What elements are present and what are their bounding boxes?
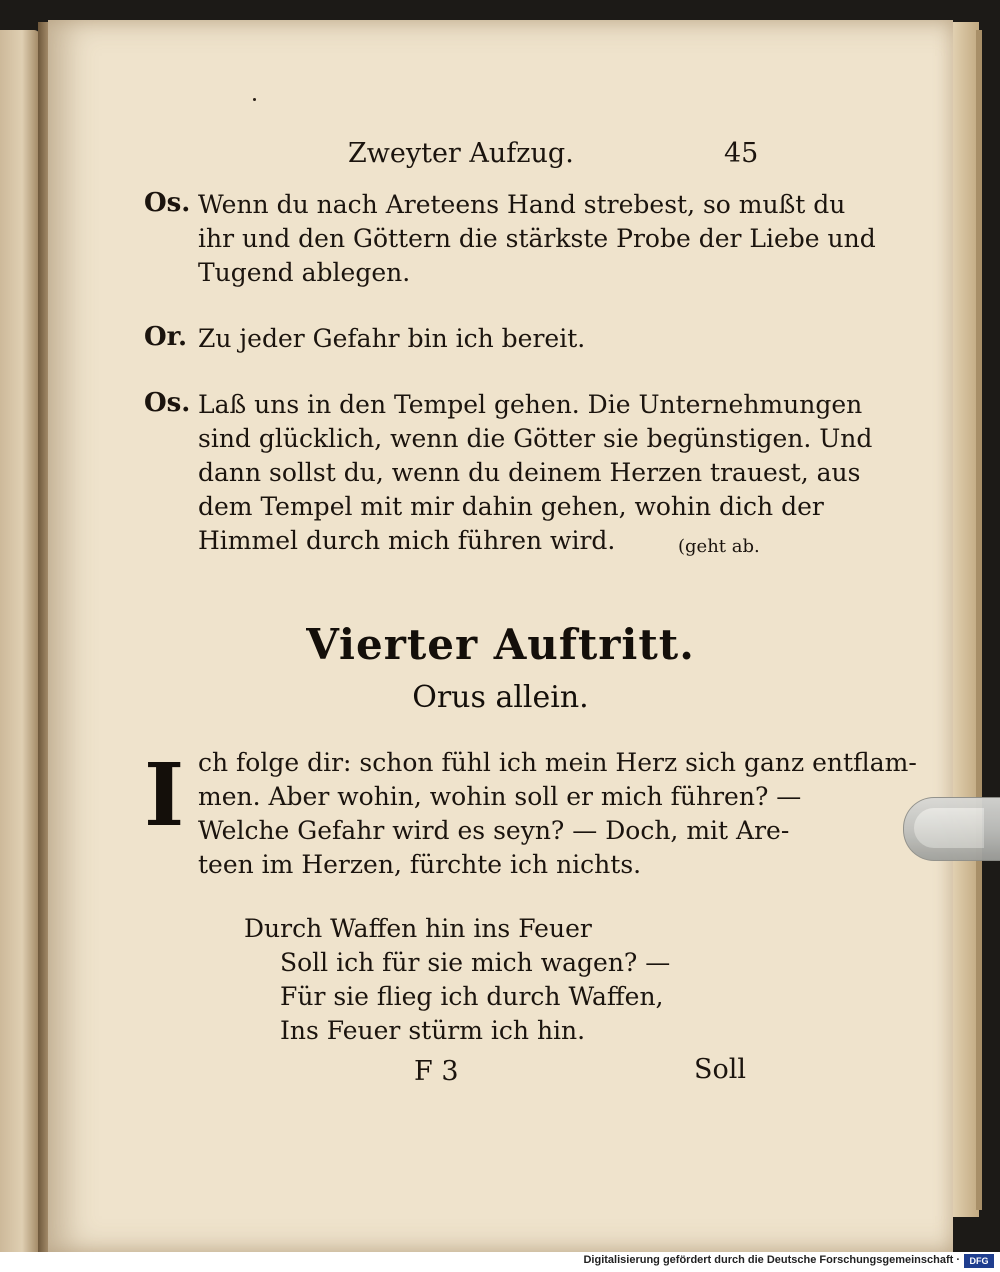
- dialogue-line: Tugend ablegen.: [198, 258, 411, 287]
- drop-cap: I: [144, 745, 185, 846]
- book-page: [48, 20, 953, 1252]
- dialogue-line: Zu jeder Gefahr bin ich bereit.: [198, 324, 586, 353]
- previous-page-edge: [0, 30, 40, 1255]
- verse-line: Soll ich für sie mich wagen? —: [280, 948, 671, 977]
- dialogue-line: sind glücklich, wenn die Götter sie begünstigen. Und: [198, 424, 873, 453]
- scene-title: Vierter Auftritt.: [306, 620, 695, 669]
- page-stack-edge: [950, 22, 979, 1217]
- speaker-label: Or.: [144, 322, 188, 352]
- dialogue-line: dann sollst du, wenn du deinem Herzen trauest, aus: [198, 458, 861, 487]
- page-clip: [903, 797, 1000, 861]
- dialogue-line: Laß uns in den Tempel gehen. Die Unternehmungen: [198, 390, 863, 419]
- monologue-line: teen im Herzen, fürchte ich nichts.: [198, 850, 642, 879]
- verse-line: Ins Feuer stürm ich hin.: [280, 1016, 586, 1045]
- clip-highlight: [914, 808, 984, 848]
- running-title: Zweyter Aufzug.: [348, 138, 574, 169]
- ink-speck: [253, 98, 256, 101]
- monologue-line: men. Aber wohin, wohin soll er mich führen? —: [198, 782, 802, 811]
- page-stack-shadow: [976, 30, 982, 1210]
- signature-mark: F 3: [414, 1056, 459, 1087]
- speaker-label: Os.: [144, 388, 191, 418]
- scene-subtitle: Orus allein.: [412, 680, 589, 715]
- stage-direction: (geht ab.: [678, 536, 760, 557]
- monologue-line: Welche Gefahr wird es seyn? — Doch, mit Are-: [198, 816, 790, 845]
- speaker-label: Os.: [144, 188, 191, 218]
- monologue-line: ch folge dir: schon fühl ich mein Herz sich ganz entflam-: [198, 748, 917, 777]
- dfg-logo: DFG: [964, 1254, 994, 1268]
- digitization-note: Digitalisierung gefördert durch die Deutsche Forschungsgemeinschaft ·: [583, 1254, 960, 1266]
- dialogue-line: Wenn du nach Areteens Hand strebest, so mußt du: [198, 190, 846, 219]
- page-number: 45: [724, 138, 759, 169]
- dialogue-line: dem Tempel mit mir dahin gehen, wohin dich der: [198, 492, 824, 521]
- dialogue-line: Himmel durch mich führen wird.: [198, 526, 616, 555]
- catchword: Soll: [694, 1054, 747, 1085]
- verse-line: Für sie flieg ich durch Waffen,: [280, 982, 664, 1011]
- dialogue-line: ihr und den Göttern die stärkste Probe der Liebe und: [198, 224, 876, 253]
- verse-line: Durch Waffen hin ins Feuer: [244, 914, 592, 943]
